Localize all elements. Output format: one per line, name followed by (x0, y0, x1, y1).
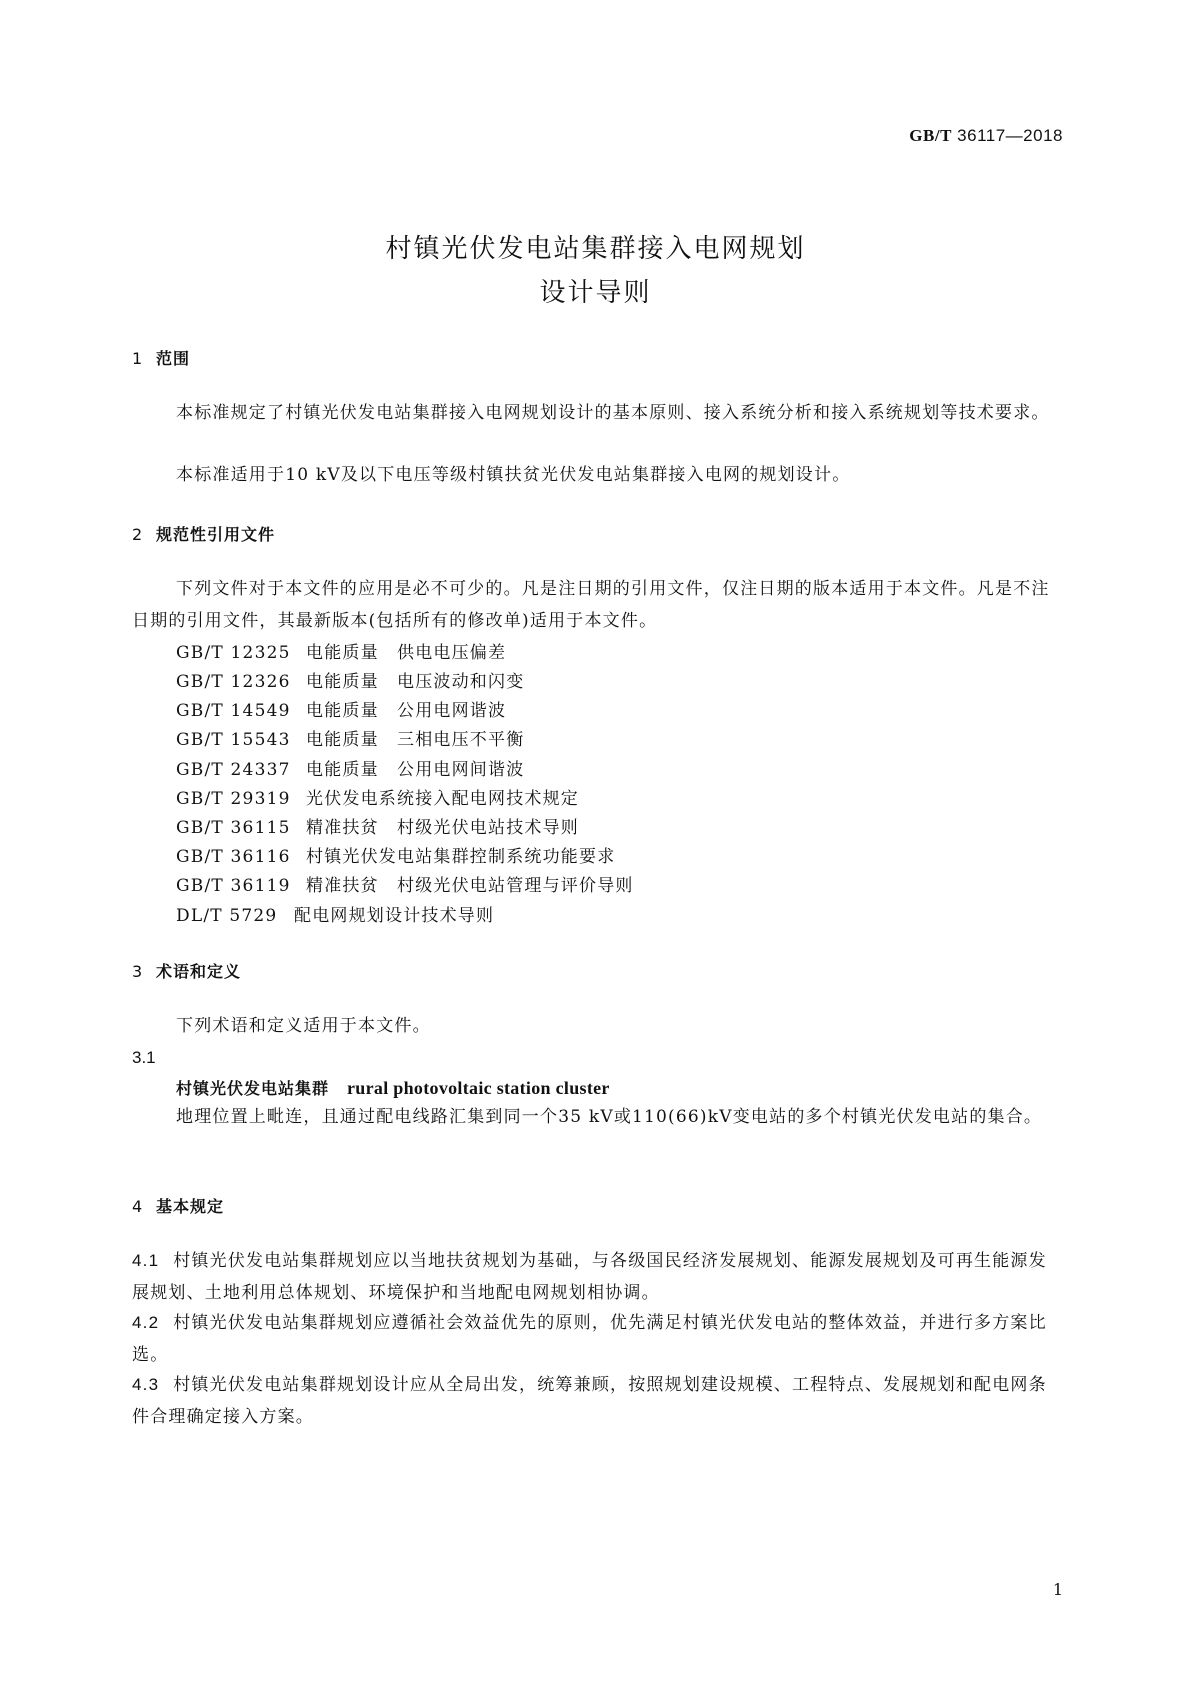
section-heading-normative-references: 2 规范性引用文件 (132, 525, 276, 544)
section-heading-basic-provisions: 4 基本规定 (132, 1197, 225, 1216)
clause-4-1: 4.1 村镇光伏发电站集群规划应以当地扶贫规划为基础，与各级国民经济发展规划、能源发展规划及可再生能源发展规划、土地利用总体规划、环境保护和当地配电网规划相协调。 (132, 1251, 1047, 1303)
document-title: 村镇光伏发电站集群接入电网规划 (385, 234, 806, 264)
reference-item: GB/T 36115 精准扶贫 村级光伏电站技术导则 (176, 818, 579, 838)
reference-item: GB/T 24337 电能质量 公用电网间谐波 (176, 760, 525, 780)
document-title-line2: 设计导则 (539, 278, 652, 308)
reference-item: GB/T 36116 村镇光伏发电站集群控制系统功能要求 (176, 847, 616, 867)
page-number: 1 (1052, 1580, 1063, 1599)
reference-item: GB/T 12325 电能质量 供电电压偏差 (176, 643, 507, 663)
term-definition: 地理位置上毗连，且通过配电线路汇集到同一个35 kV或110(66)kV变电站的多个村镇光伏发电站的集合。 (176, 1107, 1043, 1127)
reference-item: GB/T 12326 电能质量 电压波动和闪变 (176, 672, 525, 692)
references-intro: 下列文件对于本文件的应用是必不可少的。凡是注日期的引用文件，仅注日期的版本适用于本文件。凡是不注日期的引用文件，其最新版本(包括所有的修改单)适用于本文件。 (132, 579, 1050, 631)
clause-4-3: 4.3 村镇光伏发电站集群规划设计应从全局出发，统筹兼顾，按照规划建设规模、工程特点、发展规划和配电网条件合理确定接入方案。 (132, 1375, 1047, 1427)
terms-intro: 下列术语和定义适用于本文件。 (176, 1016, 431, 1036)
reference-item: DL/T 5729 配电网规划设计技术导则 (176, 906, 495, 926)
section-heading-scope: 1 范围 (132, 349, 191, 368)
reference-item: GB/T 15543 电能质量 三相电压不平衡 (176, 730, 525, 750)
term-heading: 村镇光伏发电站集群 rural photovoltaic station cluster (176, 1078, 610, 1098)
term-number: 3.1 (132, 1048, 156, 1067)
reference-item: GB/T 29319 光伏发电系统接入配电网技术规定 (176, 789, 579, 809)
scope-paragraph-1: 本标准规定了村镇光伏发电站集群接入电网规划设计的基本原则、接入系统分析和接入系统规划等技术要求。 (176, 403, 1050, 423)
reference-item: GB/T 36119 精准扶贫 村级光伏电站管理与评价导则 (176, 876, 634, 896)
clause-4-2: 4.2 村镇光伏发电站集群规划应遵循社会效益优先的原则，优先满足村镇光伏发电站的整体效益，并进行多方案比选。 (132, 1313, 1047, 1365)
standard-number: GB/T 36117—2018 (909, 126, 1063, 145)
section-heading-terms: 3 术语和定义 (132, 962, 242, 981)
scope-paragraph-2: 本标准适用于10 kV及以下电压等级村镇扶贫光伏发电站集群接入电网的规划设计。 (176, 465, 851, 485)
reference-item: GB/T 14549 电能质量 公用电网谐波 (176, 701, 507, 721)
